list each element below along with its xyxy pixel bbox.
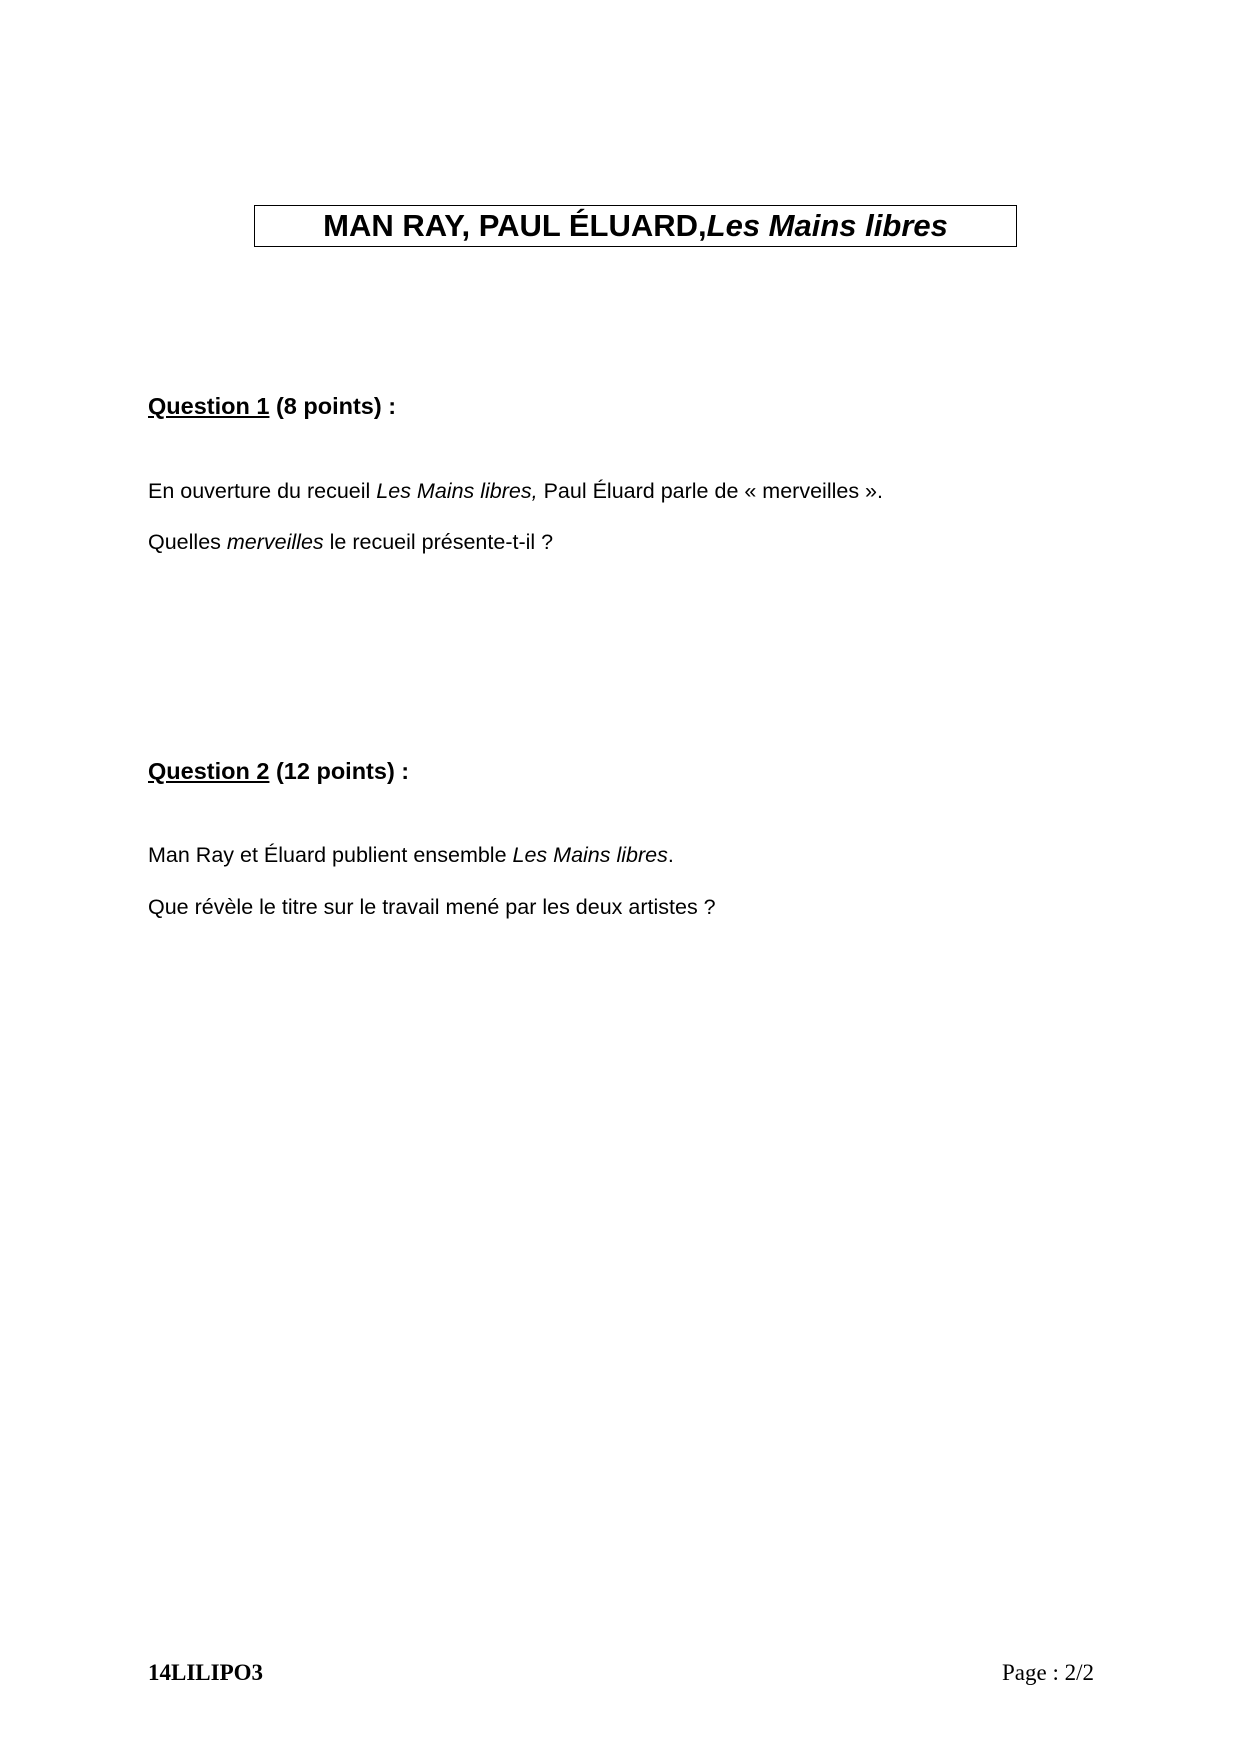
question-2-points: (12 points) : <box>269 758 410 784</box>
question-1-line-1-end: Paul Éluard parle de « merveilles ». <box>537 479 883 503</box>
question-1-line-1 <box>148 479 883 504</box>
question-2-line-1-end: . <box>667 843 674 867</box>
question-2-heading <box>148 758 409 785</box>
document-title <box>254 205 1017 247</box>
title-authors: MAN RAY, PAUL ÉLUARD, <box>323 208 707 243</box>
question-1-line-2-text: Quelles <box>148 530 227 554</box>
footer-code: 14LILIPO3 <box>148 1660 264 1685</box>
question-1-line-2-italic: merveilles <box>226 530 324 554</box>
question-2-line-1-text: Man Ray et Éluard publient ensemble <box>148 843 513 867</box>
question-1-points: (8 points) : <box>269 393 397 419</box>
question-1-line-1-italic: Les Mains libres, <box>376 479 538 503</box>
title-work: Les Mains libres <box>706 208 948 243</box>
question-2-line-1 <box>148 843 674 868</box>
footer-page-number: Page : 2/2 <box>1002 1660 1094 1685</box>
question-1-heading <box>148 393 396 420</box>
question-1-line-2-end: le recueil présente-t-il ? <box>323 530 554 554</box>
question-2-label: Question 2 <box>148 758 270 784</box>
question-1-line-1-text: En ouverture du recueil <box>148 479 377 503</box>
question-2-line-2 <box>148 895 716 920</box>
question-2-line-2-text: Que révèle le titre sur le travail mené par les deux artistes ? <box>148 895 716 919</box>
question-1-label: Question 1 <box>148 393 270 419</box>
question-2-line-1-italic: Les Mains libres <box>512 843 668 867</box>
question-1-line-2 <box>148 530 553 555</box>
